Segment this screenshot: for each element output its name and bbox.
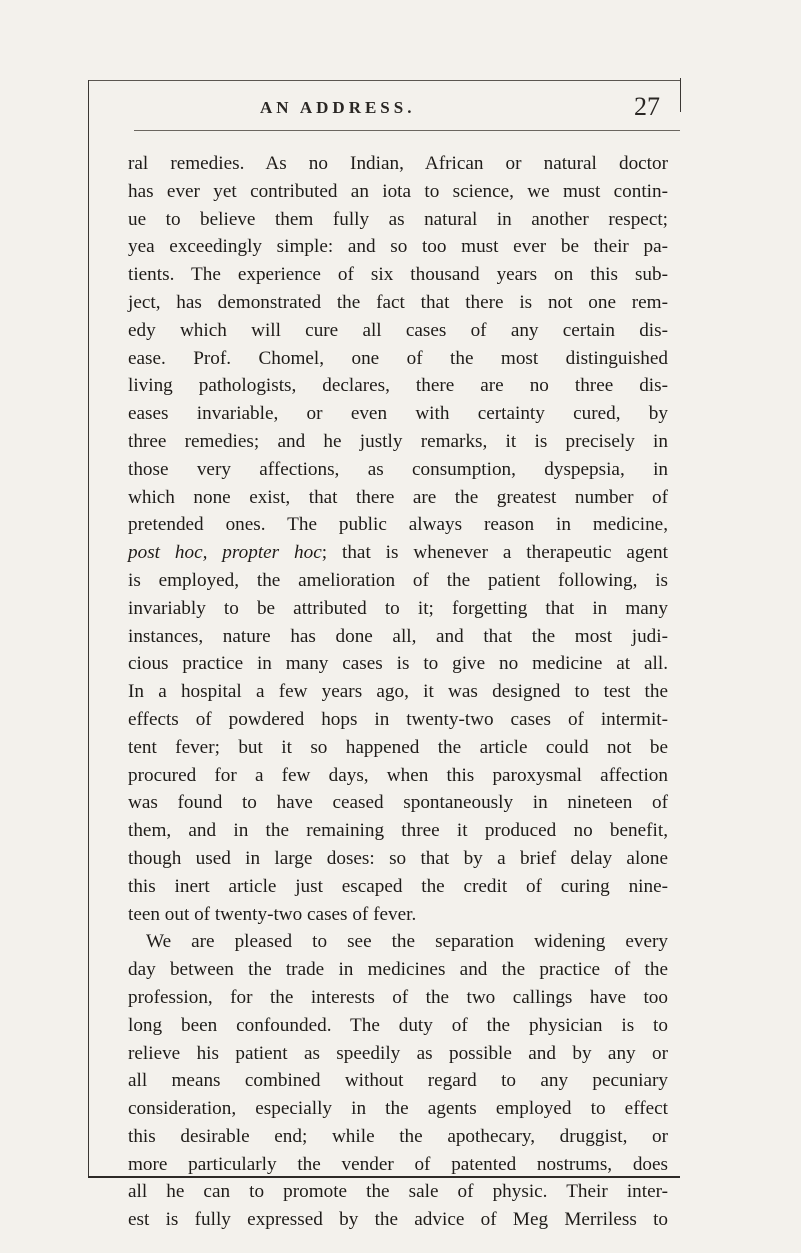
running-head: AN ADDRESS. <box>260 98 416 117</box>
text-line: three remedies; and he justly remarks, it is precisely in <box>128 430 668 452</box>
text-line: edy which will cure all cases of any certain dis- <box>128 319 668 341</box>
text-line: living pathologists, declares, there are no three dis- <box>128 375 668 397</box>
text-line: eases invariable, or even with certainty cured, by <box>128 403 668 425</box>
page-border-right <box>680 78 681 112</box>
text-line: tients. The experience of six thousand years on this sub- <box>128 264 668 286</box>
text-line: has ever yet contributed an iota to science, we must contin- <box>128 180 668 202</box>
text-line: this desirable end; while the apothecary, druggist, or <box>128 1125 668 1147</box>
text-line: pretended ones. The public always reason in medicine, <box>128 514 668 536</box>
text-line: procured for a few days, when this paroxysmal affection <box>128 764 668 786</box>
text-line: ue to believe them fully as natural in another respect; <box>128 208 668 230</box>
page-border-left <box>88 80 89 1176</box>
text-line: long been confounded. The duty of the physician is to <box>128 1014 668 1036</box>
text-line: effects of powdered hops in twenty-two cases of intermit- <box>128 708 668 730</box>
text-line: ject, has demonstrated the fact that there is not one rem- <box>128 291 668 313</box>
header-rule <box>134 130 680 131</box>
text-line: consideration, especially in the agents employed to effect <box>128 1098 668 1120</box>
body-text <box>128 150 668 1234</box>
text-line: those very affections, as consumption, dyspepsia, in <box>128 458 668 480</box>
text-line: cious practice in many cases is to give no medicine at all. <box>128 653 668 675</box>
text-line: invariably to be attributed to it; forgetting that in many <box>128 597 668 619</box>
text-line: ral remedies. As no Indian, African or natural doctor <box>128 153 668 174</box>
paragraph-start-line: We are pleased to see the separation widening every <box>146 931 668 953</box>
text-line: all means combined without regard to any pecuniary <box>128 1070 668 1092</box>
text-line: all he can to promote the sale of physic. Their inter- <box>128 1181 668 1203</box>
text-line: instances, nature has done all, and that the most judi- <box>128 625 668 647</box>
text-line: day between the trade in medicines and the practice of the <box>128 959 668 981</box>
latin-phrase: post hoc, propter hoc <box>128 542 322 564</box>
text-line: In a hospital a few years ago, it was designed to test the <box>128 681 668 703</box>
text-line: profession, for the interests of the two callings have too <box>128 986 668 1008</box>
text-line: is employed, the amelioration of the patient following, is <box>128 569 668 591</box>
text-line-italic-start: post hoc, propter hoc; that is whenever a therapeutic agent <box>128 542 668 564</box>
text-line: which none exist, that there are the greatest number of <box>128 486 668 508</box>
text-line: them, and in the remaining three it produced no benefit, <box>128 820 668 842</box>
page-border-top <box>88 80 680 81</box>
text-line: tent fever; but it so happened the article could not be <box>128 736 668 758</box>
text-line: though used in large doses: so that by a brief delay alone <box>128 847 668 869</box>
page-number: 27 <box>634 92 660 121</box>
text-line: more particularly the vender of patented nostrums, does <box>128 1153 668 1175</box>
text-line: this inert article just escaped the credit of curing nine- <box>128 875 668 897</box>
text-line: was found to have ceased spontaneously in nineteen of <box>128 792 668 814</box>
text-line: relieve his patient as speedily as possible and by any or <box>128 1042 668 1064</box>
text-line: yea exceedingly simple: and so too must ever be their pa- <box>128 236 668 258</box>
text-line: ease. Prof. Chomel, one of the most distinguished <box>128 347 668 369</box>
text-line: est is fully expressed by the advice of Meg Merriless to <box>128 1209 668 1231</box>
paragraph-end-line: teen out of twenty-two cases of fever. <box>128 903 417 925</box>
